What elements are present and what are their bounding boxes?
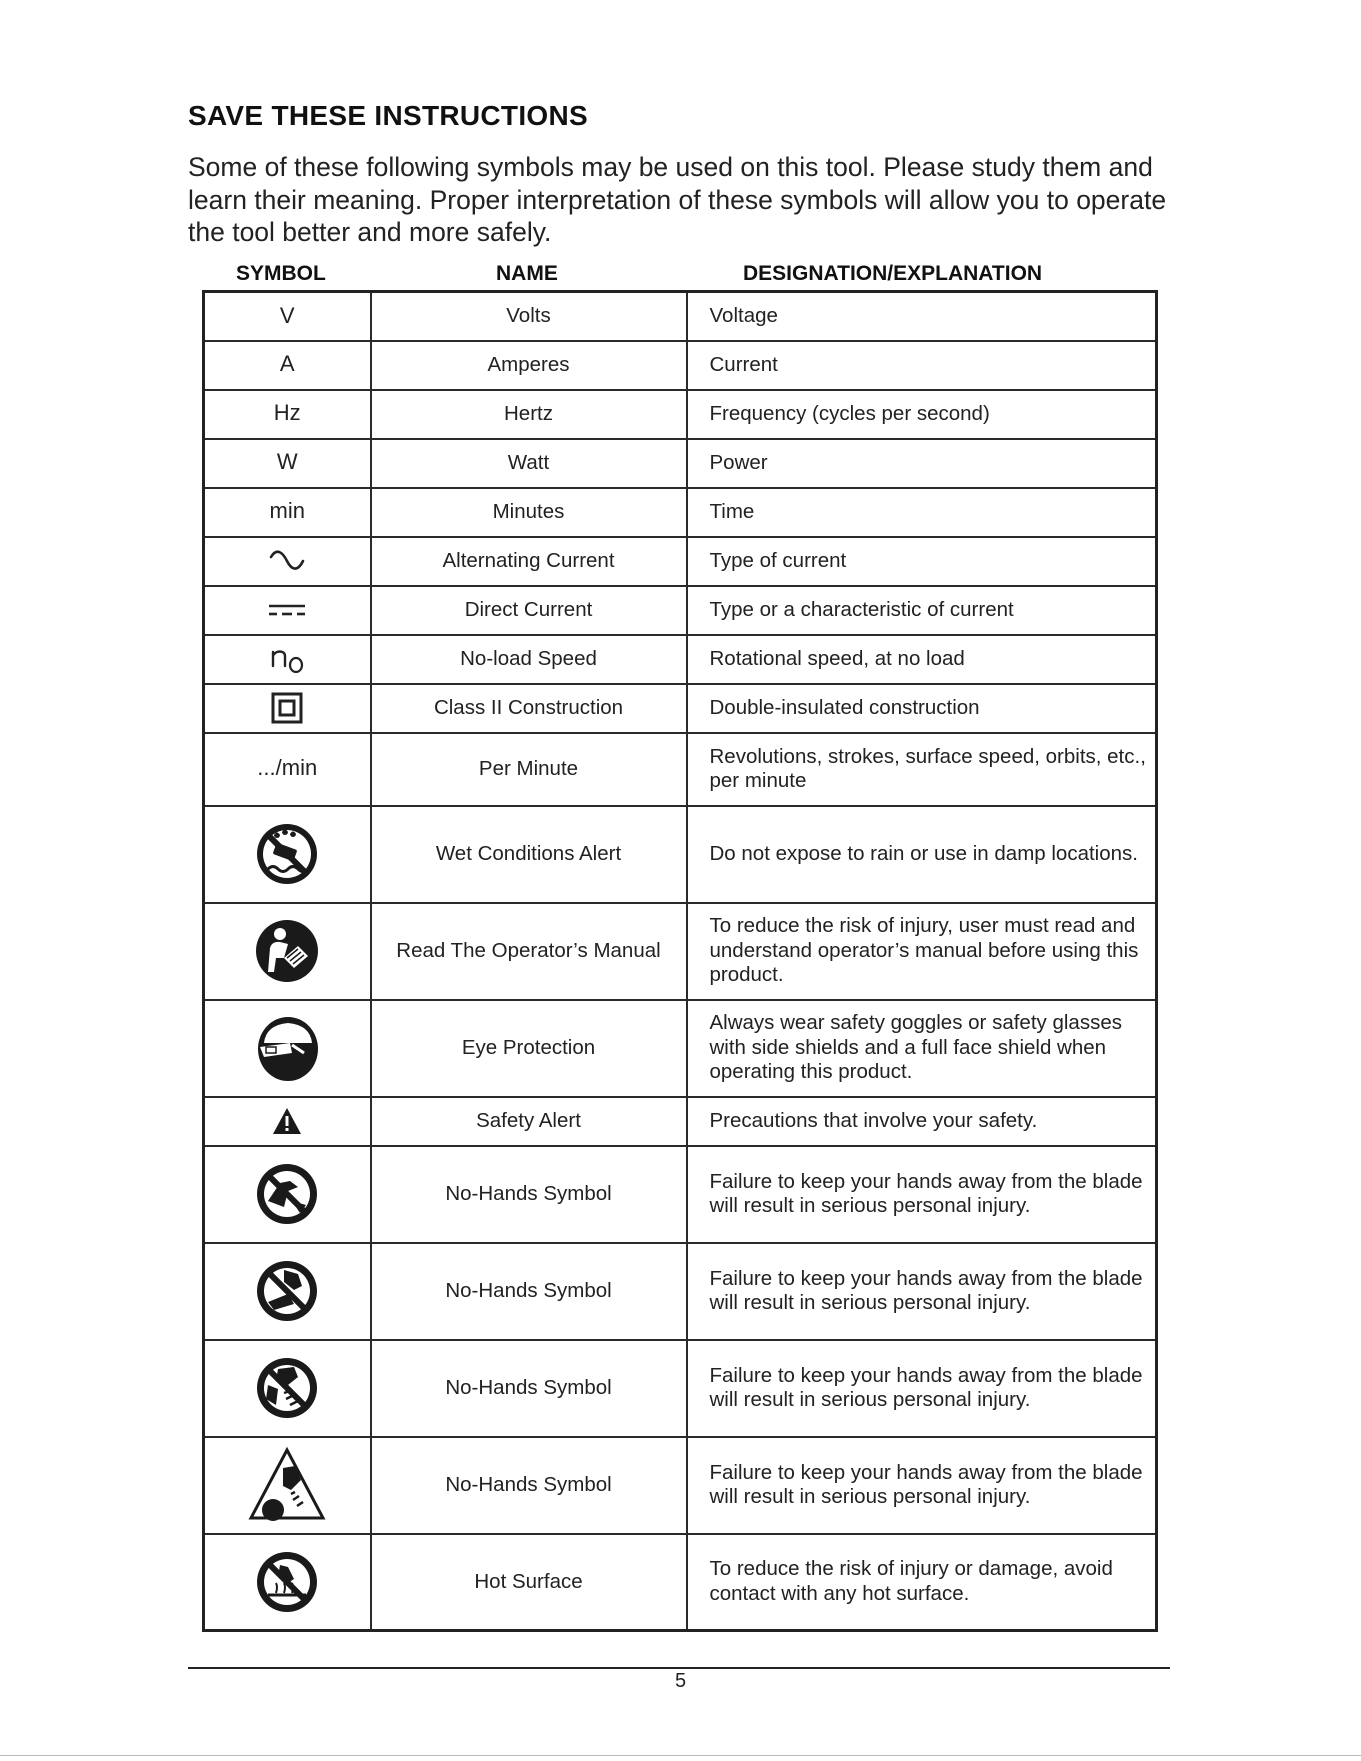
table-row: [204, 488, 1157, 537]
symbol-text: V: [279, 302, 295, 328]
table-row: [204, 1243, 1157, 1340]
no-hands-warning-triangle-icon: [247, 1446, 327, 1524]
explanation-cell: Frequency (cycles per second): [687, 390, 1157, 439]
symbol-cell: [204, 1243, 371, 1340]
name-cell: Per Minute: [371, 733, 687, 806]
table-row: [204, 806, 1157, 903]
symbol-text: W: [276, 449, 298, 475]
table-row: [204, 1534, 1157, 1631]
no-hands-icon: [254, 1161, 320, 1227]
symbol-cell: [204, 1000, 371, 1097]
name-cell: Hertz: [371, 390, 687, 439]
eye-protection-icon: [254, 1013, 320, 1083]
table-row: [204, 733, 1157, 806]
no-hands-icon: [254, 1355, 320, 1421]
symbols-table: [202, 290, 1158, 1632]
safety-alert-icon: [272, 1107, 302, 1135]
symbol-cell: [204, 1534, 371, 1631]
class-ii-construction-icon: [271, 692, 303, 724]
name-cell: Class II Construction: [371, 684, 687, 733]
column-header-symbol: SYMBOL: [236, 262, 326, 285]
name-cell: Minutes: [371, 488, 687, 537]
symbol-cell: [204, 1437, 371, 1534]
symbol-text: .../min: [257, 755, 318, 781]
symbol-cell: [204, 684, 371, 733]
table-row: [204, 635, 1157, 684]
table-row: [204, 684, 1157, 733]
symbol-cell: [204, 1097, 371, 1146]
page-edge-divider: [0, 1755, 1361, 1756]
table-row: [204, 1097, 1157, 1146]
symbol-cell: [204, 292, 371, 341]
read-manual-icon: [254, 918, 320, 984]
column-header-name: NAME: [496, 262, 558, 285]
table-row: [204, 1437, 1157, 1534]
symbol-text: Hz: [273, 400, 301, 426]
name-cell: No-Hands Symbol: [371, 1437, 687, 1534]
table-row: [204, 439, 1157, 488]
explanation-cell: Type of current: [687, 537, 1157, 586]
explanation-cell: Double-insulated construction: [687, 684, 1157, 733]
explanation-cell: Failure to keep your hands away from the blade will result in serious personal injury.: [687, 1146, 1157, 1243]
symbol-cell: [204, 903, 371, 1000]
table-row: [204, 1340, 1157, 1437]
intro-paragraph: Some of these following symbols may be used on this tool. Please study them and learn their meaning. Proper interpretation of these symbols will allow you to operate the tool better and more safely.: [188, 152, 1167, 247]
explanation-cell: Voltage: [687, 292, 1157, 341]
explanation-cell: Failure to keep your hands away from the blade will result in serious personal injury.: [687, 1437, 1157, 1534]
explanation-cell: Revolutions, strokes, surface speed, orbits, etc., per minute: [687, 733, 1157, 806]
table-row: [204, 1146, 1157, 1243]
explanation-cell: Do not expose to rain or use in damp locations.: [687, 806, 1157, 903]
page-title: SAVE THESE INSTRUCTIONS: [188, 100, 588, 131]
explanation-cell: To reduce the risk of injury, user must read and understand operator’s manual before using this product.: [687, 903, 1157, 1000]
table-row: [204, 292, 1157, 341]
name-cell: Safety Alert: [371, 1097, 687, 1146]
explanation-cell: Time: [687, 488, 1157, 537]
explanation-cell: Power: [687, 439, 1157, 488]
symbol-cell: [204, 390, 371, 439]
symbol-cell: [204, 635, 371, 684]
explanation-cell: Failure to keep your hands away from the blade will result in serious personal injury.: [687, 1243, 1157, 1340]
name-cell: No-Hands Symbol: [371, 1340, 687, 1437]
footer-divider: [188, 1667, 1170, 1669]
no-load-speed-icon: [267, 644, 307, 674]
table-row: [204, 390, 1157, 439]
explanation-cell: Type or a characteristic of current: [687, 586, 1157, 635]
symbol-text: min: [269, 498, 305, 524]
table-row: [204, 537, 1157, 586]
symbol-cell: [204, 439, 371, 488]
name-cell: Watt: [371, 439, 687, 488]
symbol-cell: [204, 488, 371, 537]
explanation-cell: Precautions that involve your safety.: [687, 1097, 1157, 1146]
symbol-cell: [204, 341, 371, 390]
name-cell: Alternating Current: [371, 537, 687, 586]
name-cell: Hot Surface: [371, 1534, 687, 1631]
wet-conditions-alert-icon: [254, 821, 320, 887]
name-cell: No-Hands Symbol: [371, 1146, 687, 1243]
name-cell: Wet Conditions Alert: [371, 806, 687, 903]
name-cell: Direct Current: [371, 586, 687, 635]
page-number: 5: [674, 1670, 687, 1692]
column-header-explanation: DESIGNATION/EXPLANATION: [743, 262, 1043, 285]
name-cell: Amperes: [371, 341, 687, 390]
symbol-text: A: [279, 351, 295, 377]
hot-surface-icon: [254, 1549, 320, 1615]
no-hands-icon: [254, 1258, 320, 1324]
symbol-cell: [204, 1146, 371, 1243]
name-cell: No-Hands Symbol: [371, 1243, 687, 1340]
symbol-cell: [204, 733, 371, 806]
table-row: [204, 341, 1157, 390]
table-row: [204, 586, 1157, 635]
table-row: [204, 903, 1157, 1000]
direct-current-icon: [267, 601, 307, 619]
symbol-cell: [204, 806, 371, 903]
name-cell: Volts: [371, 292, 687, 341]
explanation-cell: Current: [687, 341, 1157, 390]
symbol-cell: [204, 1340, 371, 1437]
name-cell: Read The Operator’s Manual: [371, 903, 687, 1000]
explanation-cell: To reduce the risk of injury or damage, avoid contact with any hot surface.: [687, 1534, 1157, 1631]
symbol-cell: [204, 586, 371, 635]
name-cell: Eye Protection: [371, 1000, 687, 1097]
explanation-cell: Rotational speed, at no load: [687, 635, 1157, 684]
name-cell: No-load Speed: [371, 635, 687, 684]
table-row: [204, 1000, 1157, 1097]
explanation-cell: Failure to keep your hands away from the blade will result in serious personal injury.: [687, 1340, 1157, 1437]
explanation-cell: Always wear safety goggles or safety glasses with side shields and a full face shield when operating this product.: [687, 1000, 1157, 1097]
alternating-current-icon: [267, 549, 307, 573]
symbol-cell: [204, 537, 371, 586]
